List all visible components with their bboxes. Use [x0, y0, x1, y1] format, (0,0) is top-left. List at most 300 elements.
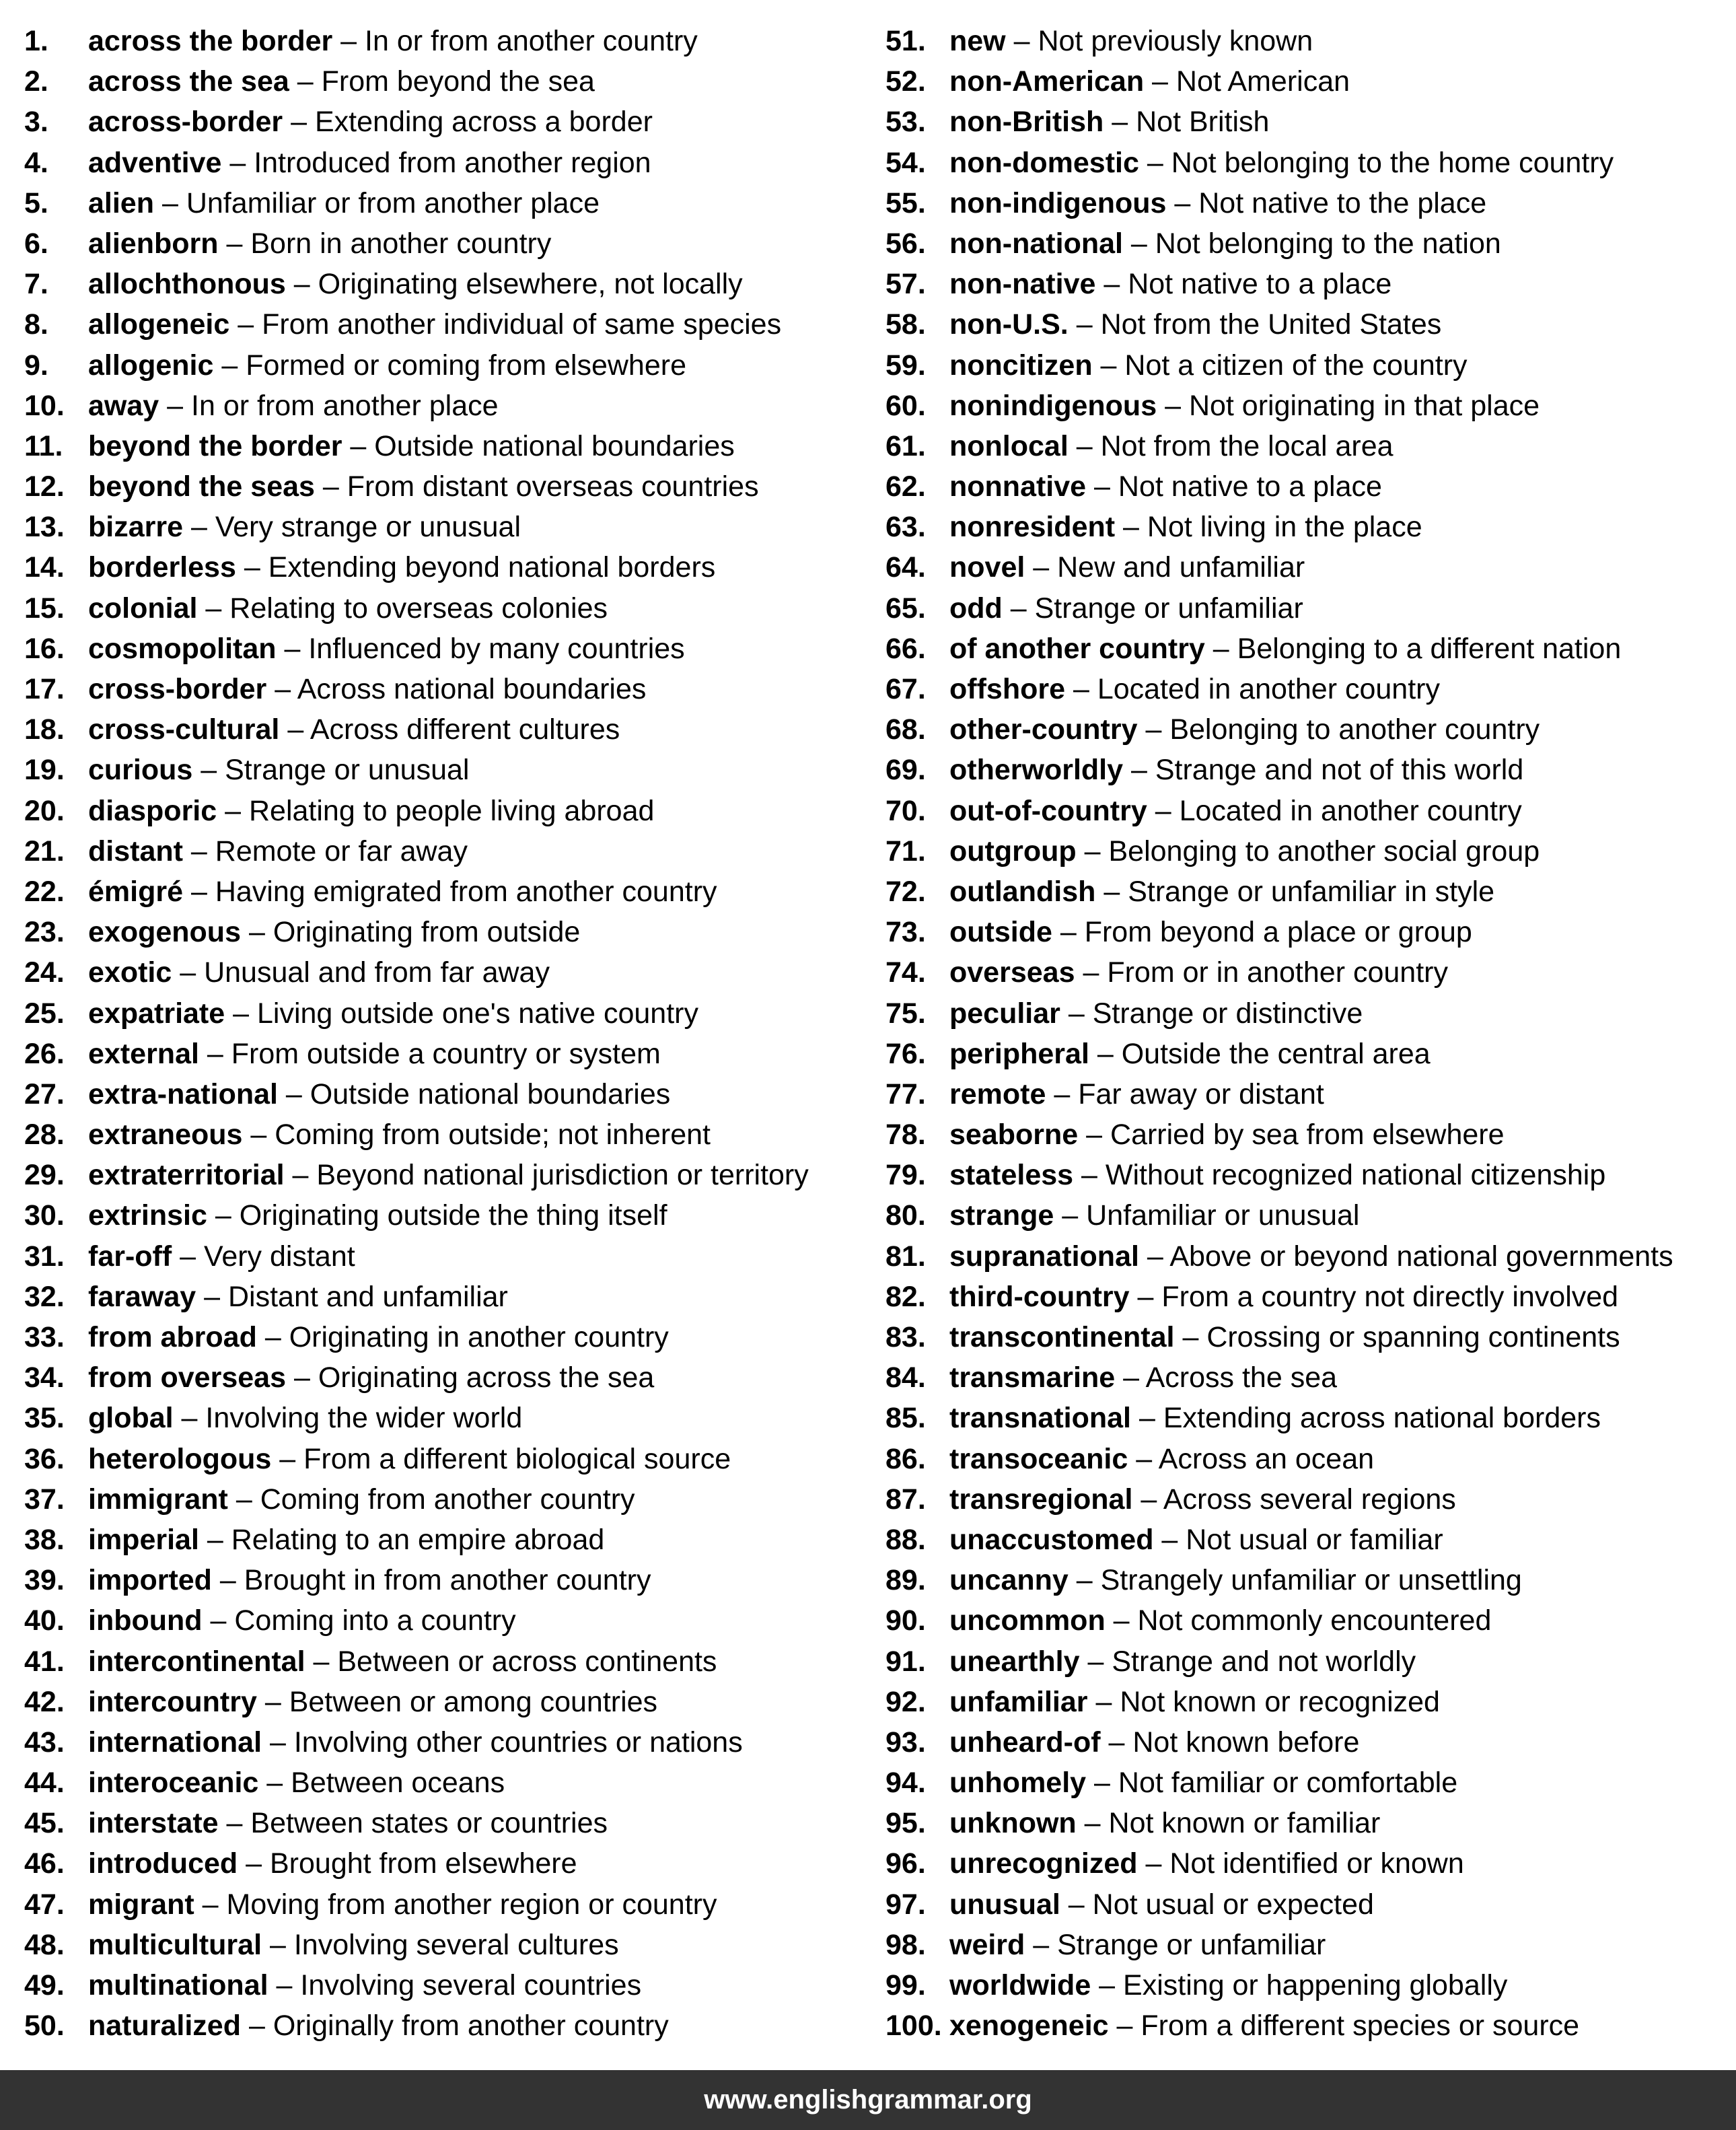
entry-word: naturalized — [88, 2010, 241, 2043]
entry-text — [949, 1317, 1620, 1357]
entry-word: exotic — [88, 956, 172, 989]
entry-word: other-country — [949, 713, 1138, 746]
entry-text — [949, 629, 1621, 669]
entry-word: beyond the border — [88, 429, 342, 462]
entry-number: 27. — [24, 1077, 65, 1110]
list-item — [24, 507, 865, 547]
entry-separator: – — [236, 551, 268, 584]
entry-word: xenogeneic — [949, 2010, 1109, 2043]
entry-number: 5. — [24, 186, 48, 219]
entry-word: unheard-of — [949, 1726, 1101, 1759]
list-item — [885, 1682, 1736, 1722]
entry-definition: Beyond national jurisdiction or territory — [316, 1159, 809, 1192]
entry-number: 30. — [24, 1199, 65, 1232]
entry-separator: – — [1076, 1807, 1109, 1840]
entry-word: odd — [949, 592, 1003, 625]
entry-text — [949, 102, 1269, 142]
entry-text — [88, 831, 468, 872]
entry-number: 73. — [885, 916, 926, 949]
entry-word: alien — [88, 186, 154, 219]
entry-number: 46. — [24, 1847, 65, 1880]
entry-text — [88, 1520, 604, 1560]
entry-number: 26. — [24, 1037, 65, 1070]
entry-text — [949, 1398, 1601, 1438]
entry-separator: – — [277, 1077, 310, 1110]
entry-number: 65. — [885, 592, 926, 625]
entry-separator: – — [172, 1240, 205, 1273]
entry-number: 55. — [885, 186, 926, 219]
entry-separator: – — [314, 470, 347, 503]
entry-separator: – — [1002, 592, 1035, 625]
footer-banner — [0, 2070, 1736, 2130]
list-item — [24, 61, 865, 102]
entry-number: 20. — [24, 794, 65, 827]
entry-word: from overseas — [88, 1361, 286, 1394]
entry-definition: Having emigrated from another country — [215, 875, 717, 908]
entry-number: 45. — [24, 1807, 65, 1840]
entry-definition: Strange or unusual — [225, 754, 470, 787]
entry-definition: Across national boundaries — [297, 673, 647, 705]
entry-separator: – — [198, 1037, 231, 1070]
list-item — [885, 61, 1736, 102]
entry-definition: Strange or unfamiliar in style — [1128, 875, 1495, 908]
list-item — [24, 1843, 865, 1884]
list-item — [24, 831, 865, 872]
entry-number: 6. — [24, 227, 48, 260]
entry-definition: Across an ocean — [1158, 1442, 1375, 1475]
entry-separator: – — [1104, 106, 1136, 139]
entry-word: unaccustomed — [949, 1523, 1154, 1556]
entry-definition: Crossing or spanning continents — [1206, 1321, 1620, 1353]
entry-word: international — [88, 1726, 262, 1759]
entry-number: 43. — [24, 1726, 65, 1759]
entry-separator: – — [305, 1645, 338, 1678]
entry-text — [949, 588, 1303, 629]
list-item — [885, 1884, 1736, 1925]
entry-text — [88, 669, 646, 709]
entry-definition: From another individual of same species — [262, 308, 782, 341]
entry-number: 72. — [885, 875, 926, 908]
entry-definition: Located in another country — [1179, 794, 1522, 827]
entry-text — [949, 264, 1391, 304]
entry-definition: Not from the United States — [1100, 308, 1442, 341]
entry-text — [88, 1803, 608, 1843]
list-item — [885, 2005, 1736, 2046]
entry-separator: – — [1068, 429, 1101, 462]
entry-number: 94. — [885, 1767, 926, 1800]
entry-word: colonial — [88, 592, 198, 625]
entry-separator: – — [173, 1402, 206, 1435]
entry-separator: – — [1129, 1280, 1162, 1313]
entry-word: émigré — [88, 875, 184, 908]
list-item — [885, 102, 1736, 142]
list-item — [24, 1520, 865, 1560]
entry-word: unusual — [949, 1888, 1060, 1921]
entry-definition: Between or across continents — [337, 1645, 717, 1678]
entry-separator: – — [1095, 268, 1128, 301]
list-item — [885, 466, 1736, 507]
entry-definition: Across the sea — [1145, 1361, 1338, 1394]
entry-number: 63. — [885, 511, 926, 544]
entry-definition: Not known before — [1132, 1726, 1360, 1759]
entry-separator: – — [197, 592, 230, 625]
entry-text — [88, 507, 521, 547]
entry-text — [88, 1722, 743, 1763]
entry-number: 95. — [885, 1807, 926, 1840]
entry-number: 67. — [885, 673, 926, 705]
list-item — [24, 1317, 865, 1357]
entry-text — [88, 872, 717, 912]
entry-text — [949, 1682, 1440, 1722]
entry-definition: Not native to a place — [1118, 470, 1382, 503]
entry-word: expatriate — [88, 997, 225, 1030]
entry-separator: – — [262, 1726, 294, 1759]
footer-website-text: www.englishgrammar.org — [704, 2085, 1032, 2115]
entry-number: 28. — [24, 1119, 65, 1151]
list-item — [24, 750, 865, 790]
entry-separator: – — [1108, 2010, 1141, 2043]
entry-definition: Originating in another country — [289, 1321, 669, 1353]
entry-word: bizarre — [88, 511, 184, 544]
entry-word: novel — [949, 551, 1025, 584]
entry-text — [949, 143, 1614, 183]
entry-text — [88, 2005, 669, 2046]
entry-definition: Very distant — [204, 1240, 355, 1273]
entry-text — [949, 466, 1382, 507]
entry-number: 76. — [885, 1037, 926, 1070]
entry-definition: Unfamiliar or unusual — [1086, 1199, 1360, 1232]
list-item — [885, 507, 1736, 547]
entry-text — [88, 1479, 635, 1520]
entry-definition: Relating to overseas colonies — [229, 592, 608, 625]
entry-definition: Between states or countries — [250, 1807, 608, 1840]
entry-separator: – — [1068, 1564, 1101, 1597]
entry-number: 21. — [24, 835, 65, 867]
entry-separator: – — [238, 1847, 270, 1880]
word-list-left — [24, 21, 865, 2046]
entry-word: extra-national — [88, 1077, 278, 1110]
entry-separator: – — [1046, 1077, 1079, 1110]
entry-definition: From or in another country — [1107, 956, 1448, 989]
entry-word: multicultural — [88, 1928, 262, 1961]
list-item — [24, 1965, 865, 2005]
entry-definition: Brought in from another country — [244, 1564, 651, 1597]
entry-definition: From beyond a place or group — [1084, 916, 1472, 949]
entry-number: 14. — [24, 551, 65, 584]
entry-separator: – — [1157, 389, 1189, 422]
list-item — [885, 1520, 1736, 1560]
entry-word: overseas — [949, 956, 1075, 989]
entry-word: adventive — [88, 146, 222, 179]
entry-separator: – — [1123, 754, 1155, 787]
entry-definition: Strange or distinctive — [1092, 997, 1363, 1030]
entry-separator: – — [229, 308, 262, 341]
entry-separator: – — [1115, 511, 1147, 544]
entry-separator: – — [198, 1523, 231, 1556]
entry-text — [949, 709, 1540, 750]
entry-text — [949, 1114, 1505, 1155]
entry-word: intercontinental — [88, 1645, 305, 1678]
entry-number: 7. — [24, 268, 48, 301]
list-item — [24, 21, 865, 61]
entry-separator: – — [1115, 1361, 1146, 1394]
entry-definition: Strange and not worldly — [1112, 1645, 1416, 1678]
entry-separator: – — [1137, 713, 1170, 746]
list-item — [24, 1114, 865, 1155]
list-item — [24, 1357, 865, 1398]
entry-number: 8. — [24, 308, 48, 341]
entry-word: outside — [949, 916, 1052, 949]
entry-number: 88. — [885, 1523, 926, 1556]
entry-word: new — [949, 25, 1006, 57]
entry-number: 2. — [24, 65, 48, 98]
list-item — [24, 1803, 865, 1843]
entry-number: 33. — [24, 1321, 65, 1353]
entry-number: 31. — [24, 1240, 65, 1273]
entry-word: nonnative — [949, 470, 1087, 503]
entry-definition: Between or among countries — [289, 1685, 658, 1718]
entry-number: 77. — [885, 1077, 926, 1110]
entry-number: 56. — [885, 227, 926, 260]
entry-number: 75. — [885, 997, 926, 1030]
entry-word: unrecognized — [949, 1847, 1138, 1880]
entry-text — [88, 102, 653, 142]
entry-text — [949, 993, 1363, 1034]
entry-number: 25. — [24, 997, 65, 1030]
entry-word: allochthonous — [88, 268, 286, 301]
entry-number: 69. — [885, 754, 926, 787]
list-item — [24, 1034, 865, 1074]
entry-word: alienborn — [88, 227, 219, 260]
entry-number: 66. — [885, 632, 926, 665]
entry-text — [949, 1722, 1359, 1763]
entry-number: 99. — [885, 1969, 926, 2001]
entry-separator: – — [1065, 673, 1097, 705]
list-item — [24, 952, 865, 993]
entry-definition: Relating to an empire abroad — [231, 1523, 605, 1556]
entry-text — [88, 1641, 717, 1682]
entry-separator: – — [268, 1969, 301, 2001]
list-item — [24, 386, 865, 426]
entry-definition: Not commonly encountered — [1137, 1604, 1492, 1637]
entry-text — [949, 2005, 1579, 2046]
entry-text — [949, 1884, 1374, 1925]
entry-separator: – — [1054, 1199, 1087, 1232]
list-item — [24, 709, 865, 750]
entry-separator: – — [284, 1159, 317, 1192]
entry-number: 70. — [885, 794, 926, 827]
entry-definition: Involving several cultures — [293, 1928, 619, 1961]
entry-definition: Coming from outside; not inherent — [275, 1119, 711, 1151]
entry-word: cosmopolitan — [88, 632, 277, 665]
entry-separator: – — [342, 429, 375, 462]
entry-word: transnational — [949, 1402, 1131, 1435]
entry-text — [949, 1357, 1337, 1398]
entry-separator: – — [1132, 1483, 1163, 1516]
entry-definition: Originating elsewhere, not locally — [318, 268, 743, 301]
list-item — [885, 1479, 1736, 1520]
list-item — [24, 1479, 865, 1520]
entry-separator: – — [279, 713, 310, 746]
entry-separator: – — [1138, 146, 1171, 179]
entry-definition: Remote or far away — [215, 835, 468, 867]
list-item — [24, 547, 865, 588]
entry-definition: Living outside one's native country — [256, 997, 698, 1030]
entry-definition: Originating outside the thing itself — [239, 1199, 667, 1232]
entry-definition: Originating from outside — [273, 916, 581, 949]
list-item — [24, 872, 865, 912]
entry-number: 51. — [885, 25, 926, 57]
list-item — [885, 386, 1736, 426]
entry-number: 78. — [885, 1119, 926, 1151]
entry-word: nonlocal — [949, 429, 1069, 462]
entry-word: otherworldly — [949, 754, 1124, 787]
entry-word: non-British — [949, 106, 1104, 139]
entry-number: 17. — [24, 673, 65, 705]
entry-definition: From a different biological source — [303, 1442, 731, 1475]
list-item — [885, 1398, 1736, 1438]
entry-word: out-of-country — [949, 794, 1147, 827]
entry-text — [949, 912, 1472, 952]
entry-text — [88, 1114, 711, 1155]
entry-text — [949, 669, 1440, 709]
entry-text — [88, 386, 499, 426]
entry-word: interstate — [88, 1807, 219, 1840]
list-item — [885, 1155, 1736, 1195]
entry-word: of another country — [949, 632, 1205, 665]
entry-word: uncanny — [949, 1564, 1069, 1597]
list-item — [885, 1317, 1736, 1357]
entry-separator: – — [276, 632, 309, 665]
entry-word: non-national — [949, 227, 1123, 260]
entry-definition: Moving from another region or country — [226, 1888, 717, 1921]
entry-text — [949, 547, 1305, 588]
entry-number: 87. — [885, 1483, 926, 1516]
entry-text — [949, 304, 1441, 345]
entry-word: supranational — [949, 1240, 1139, 1273]
entry-separator: – — [213, 349, 246, 382]
list-item — [885, 750, 1736, 790]
entry-definition: Originally from another country — [273, 2010, 669, 2043]
list-item — [24, 1682, 865, 1722]
entry-word: external — [88, 1037, 199, 1070]
entry-definition: Strange and not of this world — [1155, 754, 1524, 787]
entry-number: 64. — [885, 551, 926, 584]
entry-definition: Strangely unfamiliar or unsettling — [1100, 1564, 1522, 1597]
entry-separator: – — [1076, 835, 1109, 867]
entry-text — [949, 791, 1522, 831]
entry-number: 47. — [24, 1888, 65, 1921]
entry-text — [88, 21, 698, 61]
entry-definition: Coming from another country — [260, 1483, 635, 1516]
list-item — [885, 1722, 1736, 1763]
entry-number: 12. — [24, 470, 65, 503]
entry-number: 79. — [885, 1159, 926, 1192]
entry-word: global — [88, 1402, 174, 1435]
entry-text — [949, 345, 1468, 386]
entry-definition: Extending across national borders — [1163, 1402, 1601, 1435]
entry-text — [949, 1034, 1431, 1074]
list-item — [24, 304, 865, 345]
entry-definition: Across different cultures — [310, 713, 620, 746]
entry-number: 86. — [885, 1442, 926, 1475]
entry-definition: Not familiar or comfortable — [1118, 1767, 1458, 1800]
entry-text — [88, 1317, 669, 1357]
list-item — [885, 1357, 1736, 1398]
entry-text — [949, 1843, 1464, 1884]
list-item — [24, 1641, 865, 1682]
entry-word: inbound — [88, 1604, 203, 1637]
entry-definition: Not American — [1176, 65, 1350, 98]
list-item — [885, 912, 1736, 952]
entry-separator: – — [241, 2010, 273, 2043]
entry-definition: Relating to people living abroad — [248, 794, 655, 827]
entry-text — [949, 1641, 1416, 1682]
entry-word: multinational — [88, 1969, 268, 2001]
entry-text — [88, 1600, 516, 1641]
list-item — [885, 264, 1736, 304]
entry-word: uncommon — [949, 1604, 1106, 1637]
entry-text — [949, 21, 1313, 61]
list-item — [24, 1074, 865, 1114]
entry-word: remote — [949, 1077, 1046, 1110]
entry-word: exogenous — [88, 916, 241, 949]
entry-word: non-American — [949, 65, 1145, 98]
entry-definition: From outside a country or system — [231, 1037, 661, 1070]
entry-number: 39. — [24, 1564, 65, 1597]
entry-word: transmarine — [949, 1361, 1116, 1394]
entry-number: 10. — [24, 389, 65, 422]
entry-word: across-border — [88, 106, 283, 139]
entry-text — [949, 1560, 1522, 1600]
list-item — [24, 588, 865, 629]
entry-text — [88, 1398, 522, 1438]
list-item — [885, 143, 1736, 183]
entry-text — [88, 426, 735, 466]
entry-number: 53. — [885, 106, 926, 139]
entry-word: strange — [949, 1199, 1054, 1232]
entry-word: extraterritorial — [88, 1159, 285, 1192]
entry-number: 54. — [885, 146, 926, 179]
entry-definition: From distant overseas countries — [347, 470, 759, 503]
entry-definition: Brought from elsewhere — [269, 1847, 577, 1880]
list-item — [24, 466, 865, 507]
entry-separator: – — [1052, 916, 1085, 949]
entry-definition: In or from another place — [191, 389, 499, 422]
entry-separator: – — [183, 875, 215, 908]
entry-definition: Not usual or familiar — [1186, 1523, 1443, 1556]
entry-definition: Introduced from another region — [254, 146, 651, 179]
entry-word: worldwide — [949, 1969, 1091, 2001]
entry-definition: Not previously known — [1038, 25, 1313, 57]
entry-text — [88, 1439, 731, 1479]
list-item — [885, 1641, 1736, 1682]
entry-text — [949, 1155, 1605, 1195]
list-item — [885, 1560, 1736, 1600]
entry-separator: – — [289, 65, 322, 98]
list-item — [24, 2005, 865, 2046]
list-item — [24, 1925, 865, 1965]
entry-definition: Not native to a place — [1128, 268, 1392, 301]
entry-number: 62. — [885, 470, 926, 503]
entry-separator: – — [1153, 1523, 1186, 1556]
entry-number: 22. — [24, 875, 65, 908]
list-item — [885, 669, 1736, 709]
list-item — [24, 1398, 865, 1438]
entry-separator: – — [1060, 997, 1093, 1030]
entry-definition: Not usual or expected — [1092, 1888, 1374, 1921]
entry-text — [88, 1195, 667, 1236]
